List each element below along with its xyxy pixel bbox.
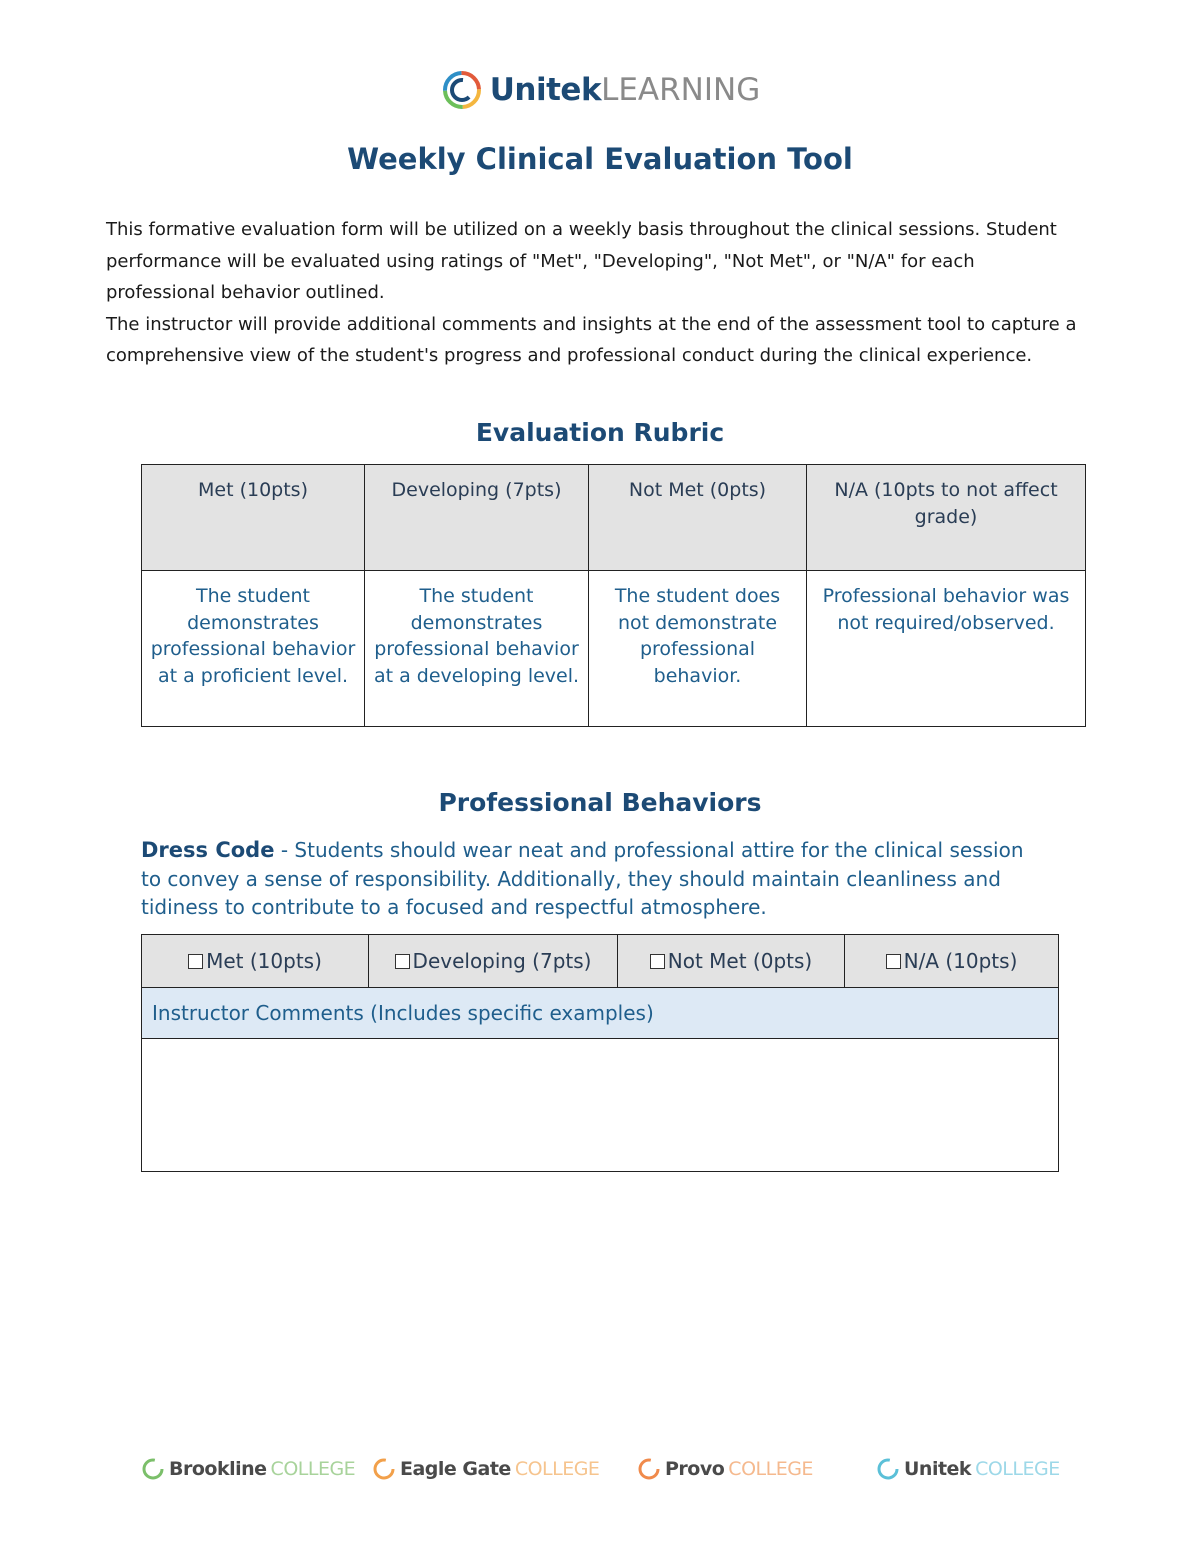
footer-brookline-suffix: COLLEGE	[270, 1458, 356, 1480]
dress-code-label: Dress Code	[141, 838, 275, 862]
rubric-desc-na: Professional behavior was not required/observed.	[807, 571, 1086, 727]
footer-logo-provo	[637, 1457, 813, 1481]
eagle-gate-swirl-icon	[372, 1457, 396, 1481]
rubric-heading: Evaluation Rubric	[475, 418, 725, 447]
rating-option-na-label: N/A (10pts)	[903, 949, 1018, 973]
instructor-comments-label: Instructor Comments (Includes specific examples)	[142, 988, 1059, 1039]
rubric-header-developing: Developing (7pts)	[365, 465, 589, 571]
checkbox-developing[interactable]	[395, 954, 410, 969]
footer-logo-eagle-gate	[372, 1457, 599, 1481]
footer-eagle-gate-name: Eagle Gate	[400, 1458, 511, 1480]
checkbox-na[interactable]	[886, 954, 901, 969]
footer-logo-unitek	[876, 1457, 1060, 1481]
checkbox-not-met[interactable]	[650, 954, 665, 969]
footer-brookline-name: Brookline	[169, 1458, 267, 1480]
logo-brand-bold: Unitek	[489, 72, 602, 108]
page-title: Weekly Clinical Evaluation Tool	[347, 142, 853, 176]
footer-provo-suffix: COLLEGE	[728, 1458, 813, 1480]
rubric-desc-met: The student demonstrates professional behavior at a proficient level.	[142, 571, 365, 727]
rubric-desc-developing: The student demonstrates professional behavior at a developing level.	[365, 571, 589, 727]
evaluation-rubric-table	[141, 464, 1086, 727]
logo-brand-light: LEARNING	[601, 72, 761, 108]
intro-paragraph-1: This formative evaluation form will be utilized on a weekly basis throughout the clinical sessions. Student performance will be evaluated using ratings of "Met", "Developing", "Not Met", or "N/A" for each professional behavior outlined.	[106, 219, 1057, 303]
brookline-swirl-icon	[141, 1457, 165, 1481]
intro-text	[106, 214, 1086, 372]
rating-option-na[interactable]	[845, 935, 1059, 988]
behaviors-heading: Professional Behaviors	[438, 788, 762, 817]
rating-option-not-met-label: Not Met (0pts)	[667, 949, 813, 973]
dress-code-text: Students should wear neat and professional attire for the clinical session to convey a sense of responsibility. Additionally, they should maintain cleanliness and tidiness to contribute to a focused and respectful atmosphere.	[141, 838, 1024, 919]
rating-option-developing[interactable]	[369, 935, 618, 988]
rating-option-not-met[interactable]	[618, 935, 845, 988]
footer-eagle-gate-suffix: COLLEGE	[514, 1458, 600, 1480]
dress-code-separator: -	[274, 838, 295, 862]
footer-provo-name: Provo	[665, 1458, 725, 1480]
footer-unitek-name: Unitek	[904, 1458, 972, 1480]
rubric-header-met: Met (10pts)	[142, 465, 365, 571]
rubric-header-na: N/A (10pts to not affect grade)	[807, 465, 1086, 571]
dress-code-description	[141, 836, 1041, 922]
unitek-college-swirl-icon	[876, 1457, 900, 1481]
instructor-comments-field[interactable]	[142, 1039, 1059, 1172]
provo-swirl-icon	[637, 1457, 661, 1481]
footer-logo-brookline	[141, 1457, 355, 1481]
footer-unitek-suffix: COLLEGE	[975, 1458, 1060, 1480]
rating-option-met[interactable]	[142, 935, 369, 988]
checkbox-met[interactable]	[188, 954, 203, 969]
dress-code-rating-table	[141, 934, 1059, 1172]
header-logo	[0, 68, 1200, 112]
rating-option-met-label: Met (10pts)	[206, 949, 322, 973]
rating-option-developing-label: Developing (7pts)	[412, 949, 592, 973]
unitek-swirl-icon	[440, 68, 484, 112]
intro-paragraph-2: The instructor will provide additional comments and insights at the end of the assessment tool to capture a comprehensive view of the student's progress and professional conduct during the clinical experience.	[106, 313, 1077, 366]
rubric-header-not-met: Not Met (0pts)	[589, 465, 807, 571]
rubric-desc-not-met: The student does not demonstrate professional behavior.	[589, 571, 807, 727]
